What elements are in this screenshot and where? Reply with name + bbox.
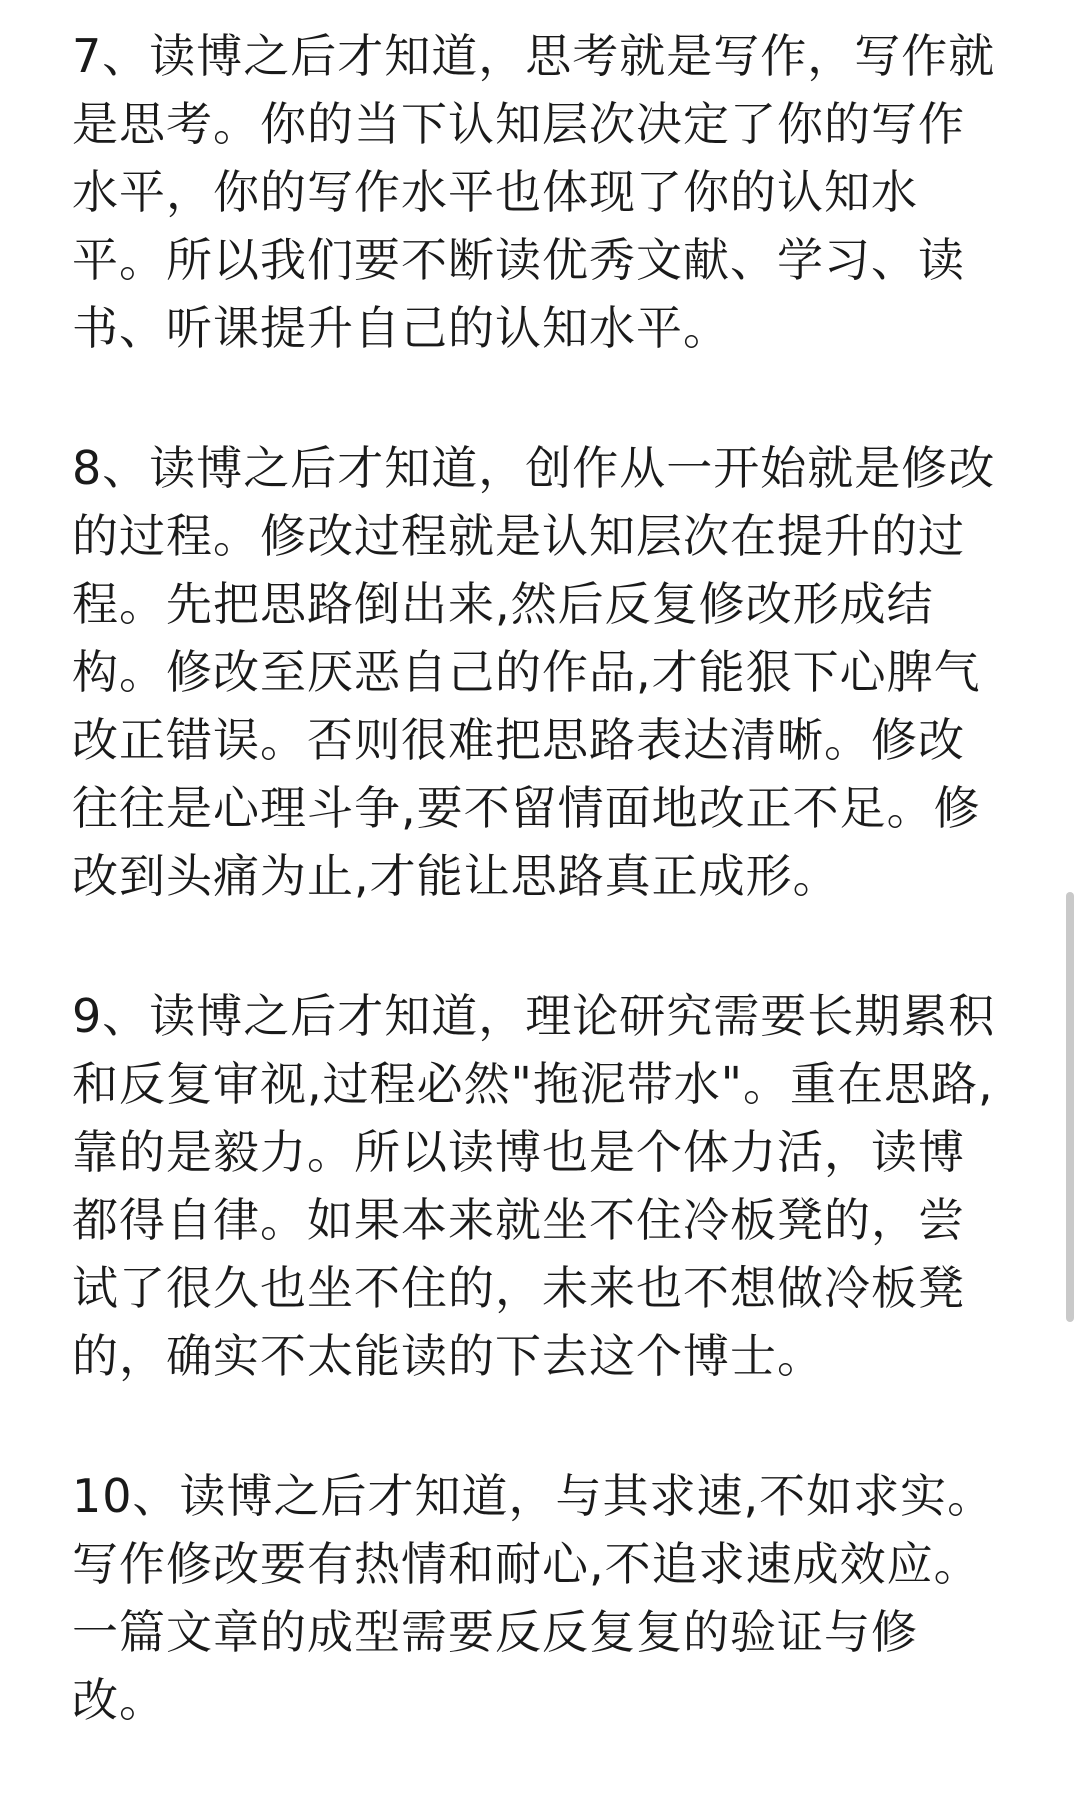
- text-line: 试了很久也坐不住的，未来也不想做冷板凳: [72, 1261, 965, 1315]
- text-line: 7、读博之后才知道，思考就是写作，写作就: [72, 29, 996, 83]
- text-line: 10、读博之后才知道，与其求速,不如求实。: [72, 1469, 995, 1523]
- scrollbar[interactable]: [1066, 892, 1074, 1322]
- text-line: 写作修改要有热情和耐心,不追求速成效应。: [72, 1537, 981, 1591]
- text-line: 的，确实不太能读的下去这个博士。: [72, 1329, 824, 1383]
- text-line: 一篇文章的成型需要反反复复的验证与修: [72, 1605, 918, 1659]
- text-line: 9、读博之后才知道，理论研究需要长期累积: [72, 989, 996, 1043]
- text-line: 程。先把思路倒出来,然后反复修改形成结: [72, 577, 934, 631]
- paragraph-7: [72, 22, 1027, 362]
- article-body: [72, 22, 1027, 1806]
- paragraph-8: [72, 434, 1027, 910]
- text-line: 书、听课提升自己的认知水平。: [72, 301, 730, 355]
- text-line: 平。所以我们要不断读优秀文献、学习、读: [72, 233, 965, 287]
- text-line: 8、读博之后才知道，创作从一开始就是修改: [72, 441, 996, 495]
- text-line: 都得自律。如果本来就坐不住冷板凳的，尝: [72, 1193, 965, 1247]
- text-line: 改。: [72, 1673, 166, 1727]
- text-line: 水平，你的写作水平也体现了你的认知水: [72, 165, 918, 219]
- text-line: 的过程。修改过程就是认知层次在提升的过: [72, 509, 965, 563]
- text-line: 和反复审视,过程必然"拖泥带水"。重在思路,: [72, 1057, 994, 1111]
- paragraph-10: [72, 1462, 1027, 1734]
- paragraph-9: [72, 982, 1027, 1390]
- text-line: 构。修改至厌恶自己的作品,才能狠下心脾气: [72, 645, 981, 699]
- text-line: 往往是心理斗争,要不留情面地改正不足。修: [72, 781, 981, 835]
- text-line: 改正错误。否则很难把思路表达清晰。修改: [72, 713, 965, 767]
- text-line: 改到头痛为止,才能让思路真正成形。: [72, 849, 840, 903]
- text-line: 是思考。你的当下认知层次决定了你的写作: [72, 97, 965, 151]
- text-line: 靠的是毅力。所以读博也是个体力活，读博: [72, 1125, 965, 1179]
